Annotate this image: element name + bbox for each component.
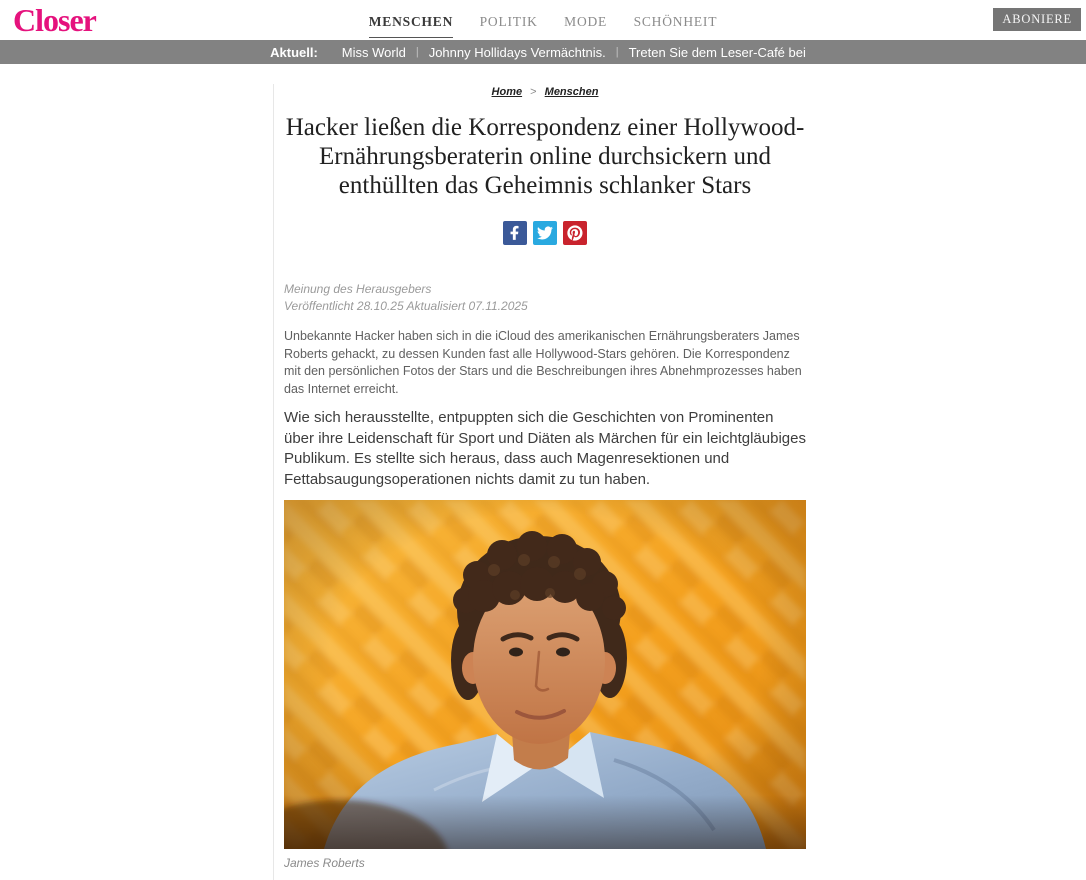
ticker-label: Aktuell:	[270, 44, 318, 60]
breadcrumb	[284, 86, 806, 98]
article-body: Wie sich herausstellte, entpuppten sich die Geschichten von Prominenten über ihre Leidenschaft für Sport und Diäten als Märchen für ein leichtgläubiges Publikum. Es stellte sich heraus, dass auch Magenresektionen und Fettabsaugungsoperationen nichts damit zu tun haben.	[284, 409, 806, 488]
ticker-link-johnny-hollidays[interactable]: Johnny Hollidays Vermächtnis.	[428, 44, 606, 60]
nav-item-menschen[interactable]: MENSCHEN	[369, 14, 453, 38]
nav-item-mode[interactable]: MODE	[564, 14, 608, 29]
ticker-link-miss-world[interactable]: Miss World	[341, 44, 406, 60]
article-title: Hacker ließen die Korrespondenz einer Hollywood-Ernährungsberaterin online durchsickern und enthüllten das Geheimnis schlanker Stars	[285, 114, 805, 199]
portrait-image	[284, 500, 806, 849]
facebook-share-button[interactable]	[503, 221, 527, 245]
site-logo[interactable]: Closer	[13, 2, 96, 38]
image-caption: James Roberts	[284, 856, 365, 870]
nav-item-schoenheit[interactable]: SCHÖNHEIT	[633, 14, 718, 29]
ticker-separator: |	[615, 46, 619, 58]
twitter-share-button[interactable]	[533, 221, 557, 245]
ticker-separator: |	[415, 46, 419, 58]
ticker-link-leser-cafe[interactable]: Treten Sie dem Leser-Café bei	[628, 44, 806, 60]
breadcrumb-menschen[interactable]: Menschen	[544, 86, 599, 98]
site-header	[0, 0, 1086, 40]
main-nav	[0, 13, 1086, 38]
twitter-icon	[537, 225, 553, 241]
article-lead: Unbekannte Hacker haben sich in die iCloud des amerikanischen Ernährungsberaters James Roberts gehackt, zu dessen Kunden fast alle Hollywood-Stars gehören. Die Korrespondenz mit den persönlichen Fotos der Stars und die Beschreibungen ihres Abnehmprozesses haben das Internet erreicht.	[284, 329, 802, 396]
pinterest-share-button[interactable]	[563, 221, 587, 245]
news-ticker	[0, 40, 1086, 64]
facebook-icon	[507, 225, 523, 241]
pinterest-icon	[567, 225, 583, 241]
article-dates: Veröffentlicht 28.10.25 Aktualisiert 07.11.2025	[284, 299, 528, 313]
article-category: Meinung des Herausgebers	[284, 282, 432, 296]
breadcrumb-separator: >	[530, 86, 537, 98]
subscribe-button[interactable]: ABONIERE	[993, 8, 1081, 31]
article-figure	[284, 500, 806, 870]
nav-item-politik[interactable]: POLITIK	[479, 14, 538, 29]
breadcrumb-home[interactable]: Home	[491, 86, 523, 98]
article-column	[273, 84, 806, 880]
article-meta	[284, 281, 806, 315]
social-share-row	[284, 221, 806, 245]
